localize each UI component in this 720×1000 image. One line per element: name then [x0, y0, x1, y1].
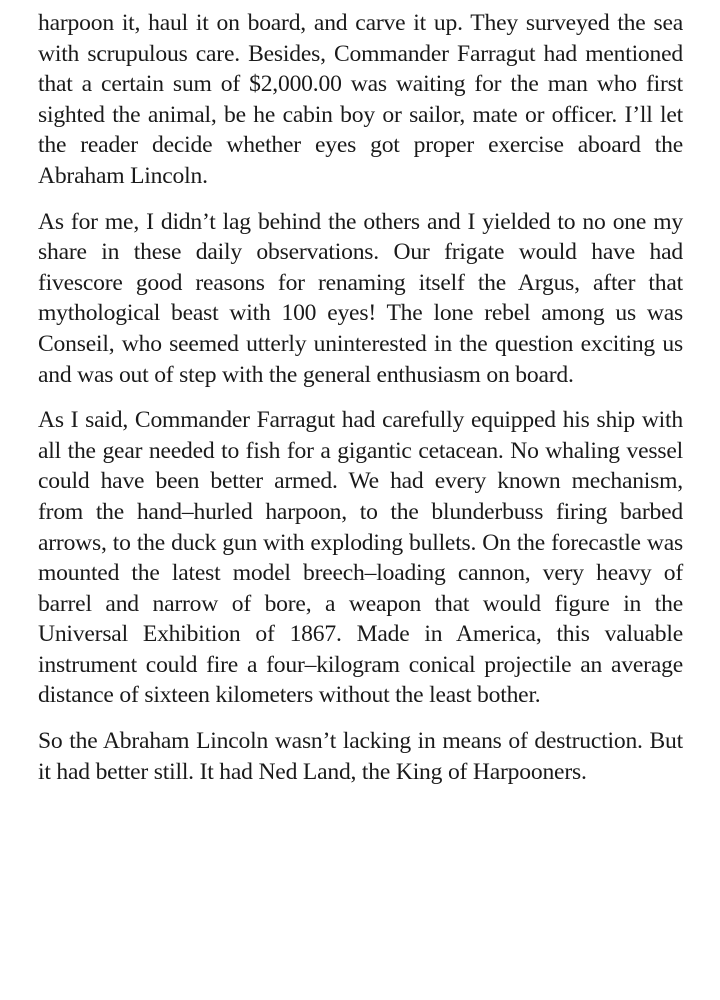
paragraph-3: As I said, Commander Farragut had carefully equipped his ship with all the gear needed to fish for a gigantic cetacean. No whaling vessel could have been better armed. We had every known mechanism, from the hand–hurled harpoon, to the blunderbuss firing barbed arrows, to the duck gun with exploding bullets. On the forecastle was mounted the latest model breech–loading cannon, very heavy of barrel and narrow of bore, a weapon that would figure in the Universal Exhibition of 1867. Made in America, this valuable instrument could fire a four–kilogram conical projectile an average distance of sixteen kilometers without the least bother.	[38, 407, 683, 709]
book-page	[38, 8, 683, 802]
paragraph-2: As for me, I didn’t lag behind the others and I yielded to no one my share in these daily observations. Our frigate would have had fivescore good reasons for renaming itself the Argus, after that mythological beast with 100 eyes! The lone rebel among us was Conseil, who seemed utterly uninterested in the question exciting us and was out of step with the general enthusiasm on board.	[38, 208, 683, 388]
paragraph-4: So the Abraham Lincoln wasn’t lacking in means of destruction. But it had better still. It had Ned Land, the King of Harpooners.	[38, 728, 683, 785]
paragraph-1: harpoon it, haul it on board, and carve it up. They surveyed the sea with scrupulous care. Besides, Commander Farragut had mentioned that a certain sum of $2,000.00 was waiting for the man who first sighted the animal, be he cabin boy or sailor, mate or officer. I’ll let the reader decide whether eyes got proper exercise aboard the Abraham Lincoln.	[38, 10, 683, 189]
